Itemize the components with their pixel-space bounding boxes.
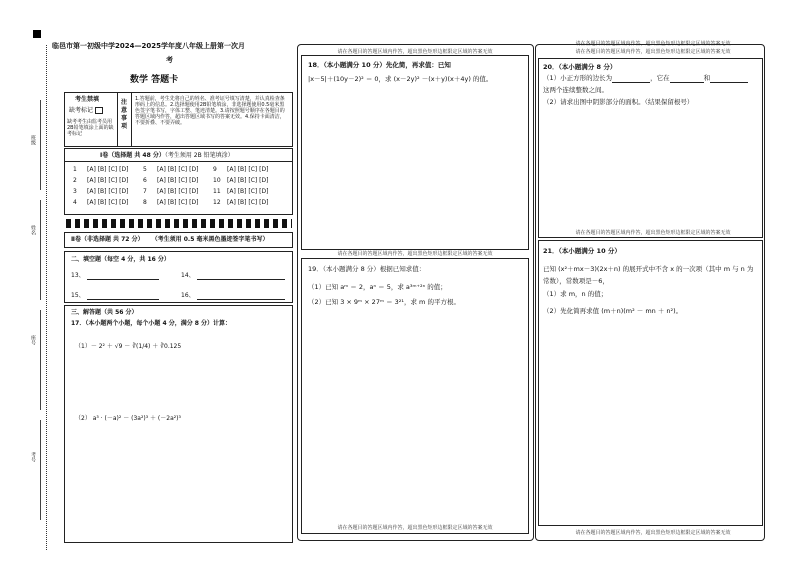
fill-blank-section (64, 251, 293, 303)
choice-options[interactable]: [A] [B] [C] [D] (157, 177, 199, 184)
section2-note: （考生须用 0.5 毫米黑色墨迹签字笔书写） (151, 236, 269, 243)
sidebar-label-examno: 考号 (30, 452, 36, 462)
q19-box[interactable] (301, 258, 529, 534)
q14-label: 14、 (181, 272, 195, 279)
choice-options[interactable]: [A] [B] [C] [D] (87, 199, 129, 206)
q21-box[interactable] (538, 240, 763, 526)
page-title-cont: 考 (166, 56, 173, 64)
info-box (64, 92, 293, 147)
alignment-mark (33, 30, 41, 38)
page-title: 临邑市第一初级中学2024—2025学年度八年级上册第一次月 (52, 42, 245, 50)
fill-blank-title: 二、填空题（每空 4 分，共 16 分） (71, 256, 170, 263)
q20-high-answer[interactable] (710, 75, 748, 83)
sidebar-label-name: 姓名 (30, 225, 36, 235)
col3-top-note-2: 请在各题目的答题区域内作答，超出黑色矩形边框限定区域的答案无效 (575, 49, 731, 55)
q21-title: 21．（本小题满分 10 分） (543, 247, 621, 255)
col2-bottom-note: 请在各题目的答题区域内作答，超出黑色矩形边框限定区域的答案无效 (337, 525, 493, 531)
choice-section (64, 148, 293, 215)
sidebar-line[interactable] (40, 200, 41, 300)
page-subtitle: 数学 答题卡 (130, 75, 179, 85)
q13-answer[interactable] (87, 272, 159, 280)
q20-side-answer[interactable] (612, 75, 650, 83)
absent-mark-label: 缺考标记 (69, 107, 103, 115)
sidebar-line[interactable] (40, 310, 41, 410)
col3-bottom-note: 请在各题目的答题区域内作答，超出黑色矩形边框限定区域的答案无效 (575, 530, 731, 536)
q20-low-answer[interactable] (670, 75, 704, 83)
q14-answer[interactable] (197, 272, 285, 280)
exam-title: 考生禁填 (75, 96, 100, 103)
q18-body: |x－5|＋(10y－2)² ＝ 0，求 (x－2y)² －(x＋y)(x＋4y) 的值。 (308, 75, 493, 83)
q19-part2: （2）已知 3 × 9ᵐ × 27ᵐ ＝ 3²¹，求 m 的平方根。 (308, 298, 460, 306)
sidebar-label-seat: 座号 (30, 335, 36, 345)
binding-line (46, 45, 47, 550)
absent-note: 缺考考生由监考员用2B铅笔填涂上面的缺考标记 (67, 119, 114, 137)
choice-grid (73, 164, 283, 208)
col2-top-note: 请在各题目的答题区域内作答，超出黑色矩形边框限定区域的答案无效 (337, 49, 493, 55)
q18-box[interactable] (301, 55, 529, 250)
q17-part1: （1）－ 2² ＋ √9 － ∛(1/4) ＋ ∛0.125 (75, 343, 182, 350)
q21-body: 已知 (x²＋mx－3)(2x＋n) 的展开式中不含 x 的一次项（其中 m 与 n 为常数），常数项是－6， (543, 265, 754, 285)
section2-title: Ⅱ卷（非选择题 共 72 分） (71, 236, 144, 243)
q15-answer[interactable] (87, 292, 159, 300)
q21-part2: （2）先化简再求值 (m＋n)(m² － mn ＋ n²)。 (543, 307, 683, 315)
q17-part2: （2） a³ · (－a)² － (3a²)³ ＋ (－2a²)³ (75, 415, 181, 422)
choice-options[interactable]: [A] [B] [C] [D] (157, 199, 199, 206)
col2-mid-note: 请在各题目的答题区域内作答，超出黑色矩形边框限定区域的答案无效 (337, 251, 493, 257)
q19-title: 19．（本小题满分 8 分）根据已知求值： (308, 265, 426, 273)
sidebar-line[interactable] (40, 420, 41, 520)
choice-row: 3 [A] [B] [C] [D] 7 [A] [B] [C] [D] 11 [A] [B] [C] [D] (73, 186, 283, 197)
sidebar-label-class: 班级 (30, 135, 36, 145)
q13-label: 13、 (71, 272, 85, 279)
solve-title: 三、解答题（共 56 分） (71, 309, 138, 316)
notice-text: 1.答题前，考生先将自己的姓名、准考证号填写清楚，并认真检查条形码上的信息。2.选择题使用2B铅笔填涂，非选择题使用0.5毫米黑色签字笔书写，字体工整、笔迹清楚。3.请按照题号顺序在各题目的答题区域内作答，超出答题区域书写的答案无效。4.保持卡面清洁，不要折叠、不要弄破。 (135, 96, 285, 126)
q20-title: 20．（本小题满分 8 分） (543, 63, 617, 71)
q15-label: 15、 (71, 292, 85, 299)
choice-options[interactable]: [A] [B] [C] [D] (87, 166, 129, 173)
choice-options[interactable]: [A] [B] [C] [D] (227, 177, 269, 184)
choice-options[interactable]: [A] [B] [C] [D] (157, 188, 199, 195)
sidebar-line[interactable] (40, 100, 41, 190)
choice-options[interactable]: [A] [B] [C] [D] (227, 199, 269, 206)
choice-row: 2 [A] [B] [C] [D] 6 [A] [B] [C] [D] 10 [A] [B] [C] [D] (73, 175, 283, 186)
choice-options[interactable]: [A] [B] [C] [D] (227, 166, 269, 173)
barcode-stripe (66, 219, 292, 228)
choice-row: 1 [A] [B] [C] [D] 5 [A] [B] [C] [D] 9 [A] [B] [C] [D] (73, 164, 283, 175)
choice-options[interactable]: [A] [B] [C] [D] (87, 177, 129, 184)
notice-label: 注意事项 (121, 99, 128, 130)
choice-options[interactable]: [A] [B] [C] [D] (157, 166, 199, 173)
choice-options[interactable]: [A] [B] [C] [D] (87, 188, 129, 195)
choice-title: Ⅰ卷（选择题 共 48 分）（考生须用 2B 铅笔填涂） (100, 152, 234, 159)
col3-top-note: 请在各题目的答题区域内作答，超出黑色矩形边框限定区域的答案无效 (575, 41, 731, 47)
q20-part2: （2）请求出图中阴影部分的面积。（结果保留根号） (543, 98, 694, 106)
q16-label: 16、 (181, 292, 195, 299)
q18-title: 18．（本小题满分 10 分）先化简，再求值：已知 (308, 61, 451, 69)
q19-part1: （1）已知 aᵐ ＝ 2，aⁿ ＝ 5，求 a³ᵐ⁺²ⁿ 的值； (308, 283, 447, 291)
q20-box[interactable] (538, 58, 763, 238)
q21-part1: （1）求 m，n 的值； (543, 290, 608, 298)
absent-checkbox[interactable] (95, 107, 103, 114)
solve-section[interactable] (64, 305, 293, 543)
choice-options[interactable]: [A] [B] [C] [D] (227, 188, 269, 195)
q17-title: 17．（本小题两个小题，每个小题 4 分，满分 8 分）计算： (71, 320, 232, 327)
section2-header (64, 232, 293, 248)
q16-answer[interactable] (197, 292, 285, 300)
q20-part1: （1）小正方形的边长为 ，它在 和 (543, 74, 748, 83)
col3-mid-note: 请在各题目的答题区域内作答，超出黑色矩形边框限定区域的答案无效 (575, 230, 731, 236)
q20-part1-cont: 这两个连续整数之间。 (543, 86, 608, 94)
choice-row: 4 [A] [B] [C] [D] 8 [A] [B] [C] [D] 12 [A] [B] [C] [D] (73, 197, 283, 208)
